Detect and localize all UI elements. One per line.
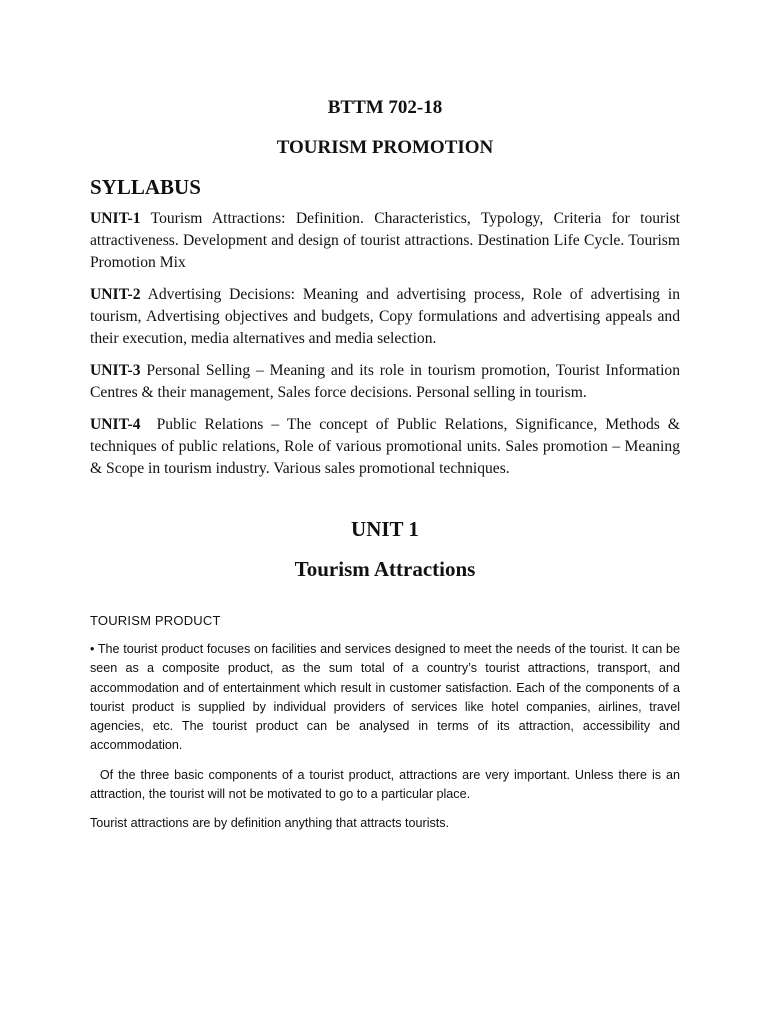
unit-description: Advertising Decisions: Meaning and advertising process, Role of advertising in tourism, Advertising objectives and budgets, Copy formulations and advertising appeals and their execution, media alternatives and media selection. [90,286,680,347]
unit-label: UNIT-4 [90,416,141,433]
syllabus-unit-4 [90,404,684,480]
syllabus-unit-1 [90,200,680,274]
tourism-product-heading: TOURISM PRODUCT [90,613,221,628]
unit-1-title: Tourism Attractions [294,557,476,581]
unit-label: UNIT-3 [90,362,141,379]
syllabus-units [90,200,684,480]
body-paragraph-2: Of the three basic components of a tourist product, attractions are very important. Unless there is an attraction, the tourist will not be motivated to go to a particular place. [90,767,684,802]
unit-label: UNIT-1 [90,210,141,227]
body-paragraph-3: Tourist attractions are by definition anything that attracts tourists. [90,816,450,831]
unit-description: Public Relations – The concept of Public Relations, Significance, Methods & techniques of public relations, Role of various promotional units. Sales promotion – Meaning & Scope in tourism industry. Various sales promotional techniques. [90,416,684,477]
body-paragraph-1: • The tourist product focuses on facilities and services designed to meet the needs of the tourist. It can be seen as a composite product, as the sum total of a country’s tourist attractions, transport, and accommodation and of entertainment which result in customer satisfaction. Each of the components of a tourist product is supplied by individual providers of services like hotel companies, airlines, travel agencies, etc. The tourist product can be analysed in terms of its attraction, accessibility and accommodation. [90,642,680,753]
unit-1-heading: UNIT 1 [351,517,419,541]
syllabus-heading: SYLLABUS [90,175,201,199]
unit-label: UNIT-2 [90,286,141,303]
syllabus-unit-3 [90,350,680,404]
course-title: TOURISM PROMOTION [276,137,494,158]
course-code: BTTM 702-18 [327,97,443,118]
syllabus-unit-2 [90,274,680,350]
unit-description: Personal Selling – Meaning and its role in tourism promotion, Tourist Information Centres & their management, Sales force decisions. Personal selling in tourism. [90,362,680,401]
unit-description: Tourism Attractions: Definition. Characteristics, Typology, Criteria for tourist attractiveness. Development and design of tourist attractions. Destination Life Cycle. Tourism Promotion Mix [90,210,680,271]
